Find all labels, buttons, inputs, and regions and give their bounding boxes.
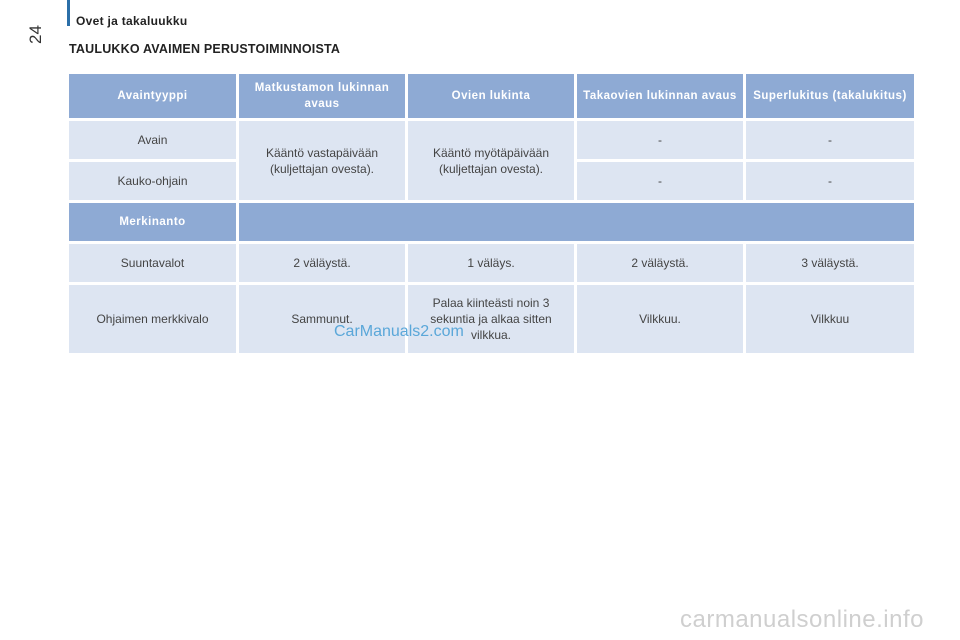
column-header-superlock: Superlukitus (takalukitus) — [746, 74, 914, 118]
turn-signals-cabin-unlock: 2 väläystä. — [239, 244, 405, 282]
key-rear-unlock-value: - — [577, 121, 743, 159]
column-header-key-type: Avaintyyppi — [69, 74, 236, 118]
turn-signals-door-lock: 1 väläys. — [408, 244, 574, 282]
row-label-key: Avain — [69, 121, 236, 159]
door-lock-action: Kääntö myötäpäivään (kuljettajan ovesta). — [408, 121, 574, 200]
signal-section-header-fill — [239, 203, 914, 241]
table-title: TAULUKKO AVAIMEN PERUSTOIMINNOISTA — [69, 42, 341, 56]
signal-section-header: Merkinanto — [69, 203, 236, 241]
table-row-turn-signals-label: Suuntavalot — [69, 244, 236, 282]
remote-superlock-value: - — [746, 162, 914, 200]
watermark-site: carmanualsonline.info — [680, 606, 924, 633]
indicator-superlock: Vilkkuu — [746, 285, 914, 353]
turn-signals-rear-unlock: 2 väläystä. — [577, 244, 743, 282]
indicator-door-lock: Palaa kiinteästi noin 3 sekuntia ja alkaa sitten vilkkua. — [408, 285, 574, 353]
indicator-cabin-unlock: Sammunut. — [239, 285, 405, 353]
cabin-unlock-action: Kääntö vastapäivään (kuljettajan ovesta). — [239, 121, 405, 200]
section-title: Ovet ja takaluukku — [76, 14, 188, 28]
indicator-rear-unlock: Vilkkuu. — [577, 285, 743, 353]
column-header-cabin-unlock: Matkustamon lukinnan avaus — [239, 74, 405, 118]
column-header-rear-unlock: Takaovien lukinnan avaus — [577, 74, 743, 118]
remote-rear-unlock-value: - — [577, 162, 743, 200]
section-accent-bar — [67, 0, 70, 26]
turn-signals-superlock: 3 väläystä. — [746, 244, 914, 282]
page-number: 24 — [26, 25, 45, 44]
row-label-remote: Kauko-ohjain — [69, 162, 236, 200]
watermark-carmanuals: CarManuals2.com — [334, 323, 464, 340]
column-header-door-lock: Ovien lukinta — [408, 74, 574, 118]
table-row-indicator-label: Ohjaimen merkkivalo — [69, 285, 236, 353]
key-superlock-value: - — [746, 121, 914, 159]
